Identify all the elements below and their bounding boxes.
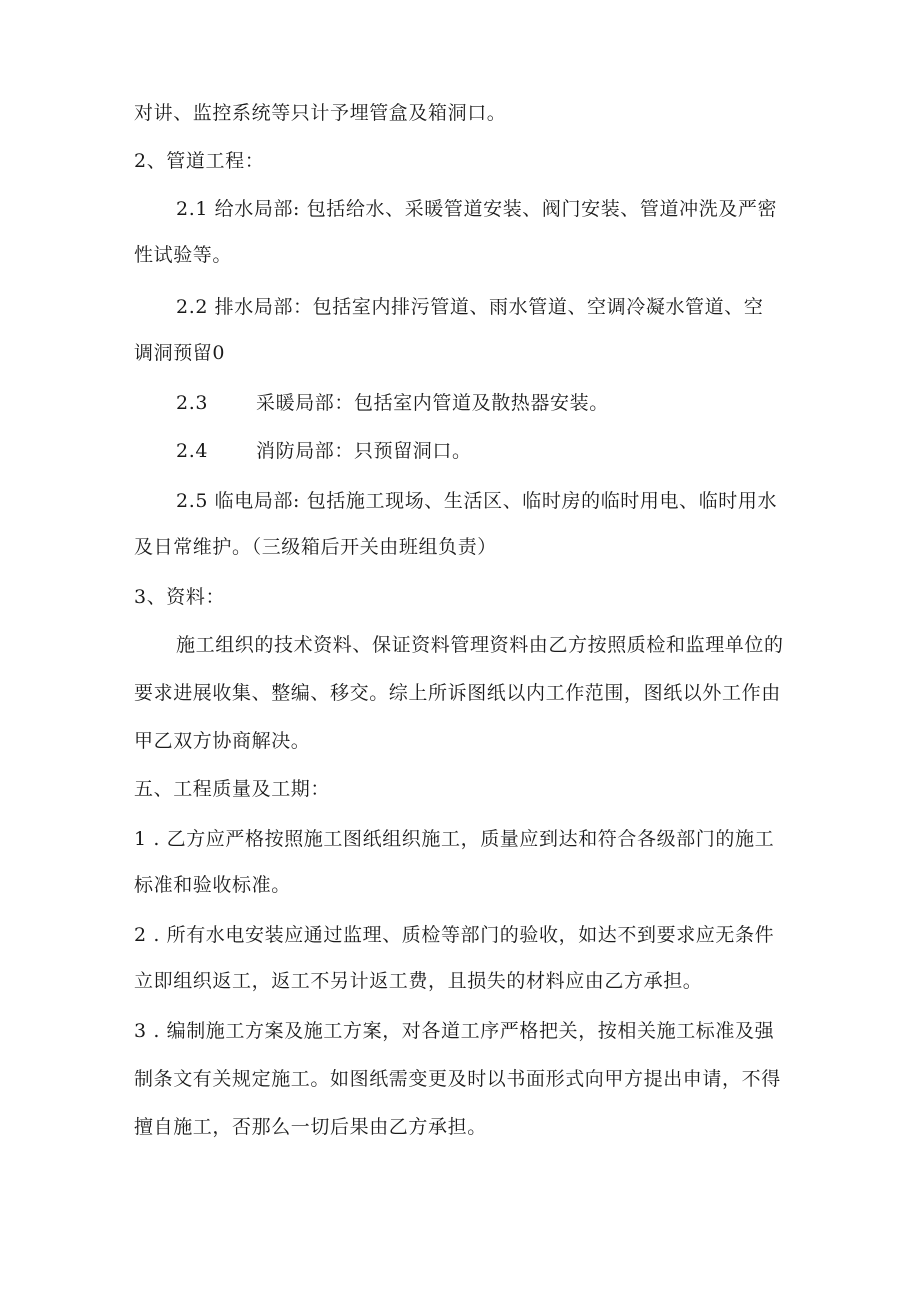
section-heading: 五、工程质量及工期： [134, 778, 331, 800]
text-line: 调洞预留0 [134, 342, 226, 364]
text-line: 施工组织的技术资料、保证资料管理资料由乙方按照质检和监理单位的 [176, 634, 784, 656]
text-line: 对讲、监控系统等只计予埋管盒及箱洞口。 [134, 102, 507, 124]
text-line: 性试验等。 [134, 244, 233, 266]
text-line: 2.5 临电局部: 包括施工现场、生活区、临时房的临时用电、临时用水 [176, 490, 778, 512]
text-line: 2.1 给水局部: 包括给水、采暖管道安装、阀门安装、管道冲洗及严密 [176, 198, 778, 220]
text-line-numbered [176, 439, 836, 463]
text-line-numbered [176, 391, 836, 415]
text-line: 及日常维护。（三级箱后开关由班组负责） [134, 536, 497, 558]
text-line: 立即组织返工，返工不另计返工费，且损失的材料应由乙方承担。 [134, 970, 703, 992]
item-number: 2.3 [176, 392, 209, 414]
text-line: 要求进展收集、整编、移交。综上所诉图纸以内工作范围，图纸以外工作由 [134, 682, 781, 704]
text-line: 标准和验收标准。 [134, 874, 291, 896]
item-text: 消防局部：只预留洞口。 [256, 440, 472, 462]
text-line: 3 . 编制施工方案及施工方案，对各道工序严格把关，按相关施工标准及强 [134, 1020, 775, 1042]
text-line: 2.2 排水局部：包括室内排污管道、雨水管道、空调冷凝水管道、空 [176, 296, 764, 318]
item-number: 2.4 [176, 440, 209, 462]
text-line: 擅自施工，否那么一切后果由乙方承担。 [134, 1116, 487, 1138]
text-line: 2 . 所有水电安装应通过监理、质检等部门的验收，如达不到要求应无条件 [134, 924, 775, 946]
item-text: 采暖局部：包括室内管道及散热器安装。 [256, 392, 609, 414]
section-heading: 3、资料： [134, 586, 226, 608]
section-heading: 2、管道工程： [134, 150, 265, 172]
text-line: 甲乙双方协商解决。 [134, 730, 311, 752]
text-line: 1 . 乙方应严格按照施工图纸组织施工，质量应到达和符合各级部门的施工 [134, 828, 775, 850]
text-line: 制条文有关规定施工。如图纸需变更及时以书面形式向甲方提出申请，不得 [134, 1068, 781, 1090]
